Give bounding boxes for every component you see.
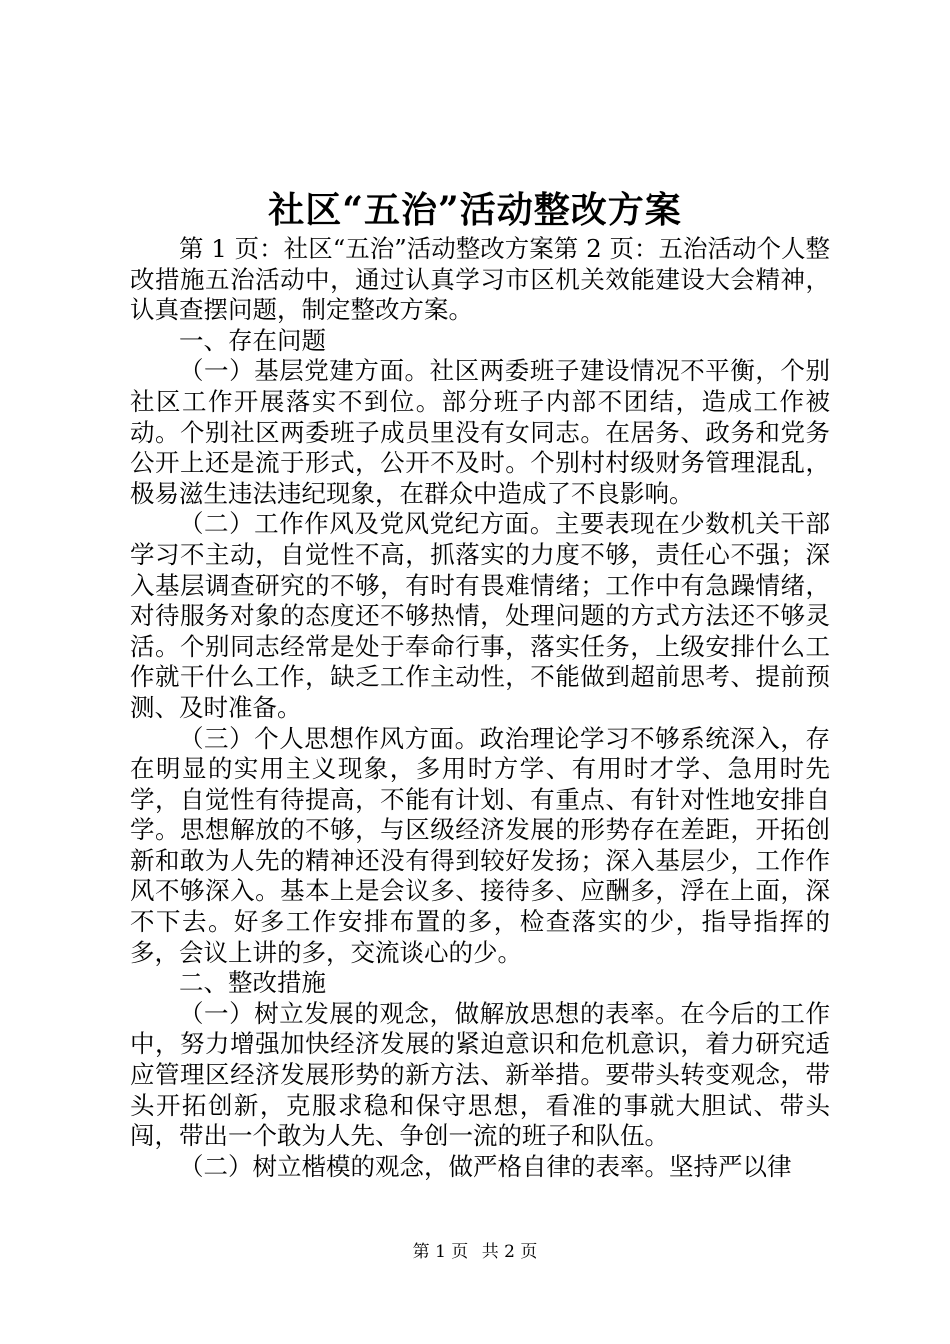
- document-title: 社区“五治”活动整改方案: [268, 189, 682, 231]
- paragraph-work-style: （二）工作作风及党风党纪方面。主要表现在少数机关干部学习不主动，自觉性不高，抓落实的力度不够，责任心不强；深入基层调查研究的不够，有时有畏难情绪；工作中有急躁情绪，对待服务对象的态度还不够热情，处理问题的方式方法还不够灵活。个别同志经常是处于奉命行事，落实任务，上级安排什么工作就干什么工作，缺乏工作主动性，不能做到超前思考、提前预测、及时准备。: [130, 509, 830, 722]
- paragraph-personal-thought: （三）个人思想作风方面。政治理论学习不够系统深入，存在明显的实用主义现象，多用时方学、有用时才学、急用时先学，自觉性有待提高，不能有计划、有重点、有针对性地安排自学。思想解放的不够，与区级经济发展的形势存在差距，开拓创新和敢为人先的精神还没有得到较好发扬；深入基层少，工作作风不够深入。基本上是会议多、接待多、应酬多，浮在上面，深不下去。好多工作安排布置的多，检查落实的少，指导指挥的多，会议上讲的多，交流谈心的少。: [130, 723, 830, 967]
- document-body: [130, 234, 830, 1182]
- section-heading-measures: 二、整改措施: [179, 968, 326, 998]
- page-footer: [0, 1240, 950, 1264]
- page-total: 共 2 页: [481, 1242, 538, 1262]
- paragraph-model-concept: （二）树立楷模的观念，做严格自律的表率。坚持严以律: [179, 1151, 792, 1181]
- paragraph-party-building: （一）基层党建方面。社区两委班子建设情况不平衡，个别社区工作开展落实不到位。部分班子内部不团结，造成工作被动。个别社区两委班子成员里没有女同志。在居务、政务和党务公开上还是流于形式，公开不及时。个别村村级财务管理混乱，极易滋生违法违纪现象，在群众中造成了不良影响。: [130, 356, 830, 508]
- section-heading-problems: 一、存在问题: [179, 325, 326, 355]
- paragraph-development-concept: （一）树立发展的观念，做解放思想的表率。在今后的工作中，努力增强加快经济发展的紧迫意识和危机意识，着力研究适应管理区经济发展形势的新方法、新举措。要带头转变观念，带头开拓创新，克服求稳和保守思想，看准的事就大胆试、带头闯，带出一个敢为人先、争创一流的班子和队伍。: [130, 998, 830, 1151]
- page-number: 第 1 页: [412, 1242, 469, 1262]
- paragraph-intro: 第 1 页：社区“五治”活动整改方案第 2 页：五治活动个人整改措施五治活动中，通过认真学习市区机关效能建设大会精神，认真查摆问题，制定整改方案。: [130, 234, 830, 325]
